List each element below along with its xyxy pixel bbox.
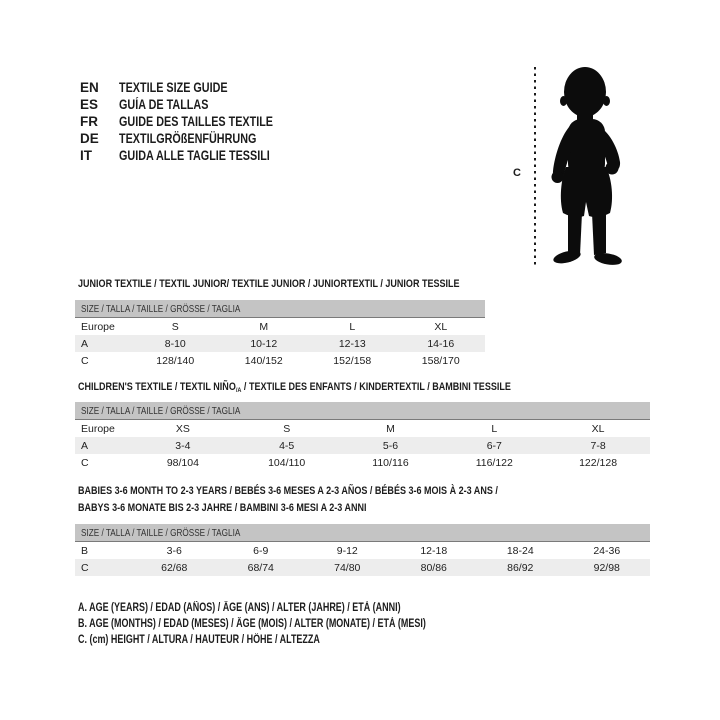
table-junior (75, 300, 485, 369)
value-cell: 110/116 (372, 456, 409, 469)
measure-label-c: C (513, 167, 521, 179)
value-cell: 68/74 (247, 561, 274, 574)
value-cell: 24-36 (593, 544, 621, 557)
language-row (80, 113, 312, 130)
language-row (80, 130, 312, 147)
value-cell: 18-24 (506, 544, 534, 557)
language-row (80, 79, 312, 96)
language-title: GUIDE DES TAILLES TEXTILE (119, 114, 274, 129)
language-title: GUÍA DE TALLAS (119, 97, 209, 112)
row-label-cell: Europe (81, 320, 115, 333)
footnote-b: B. AGE (MONTHS) / EDAD (MESES) / ÂGE (MOIS) / ALTER (MONATE) / ETÀ (MESI) (78, 618, 426, 630)
value-cell: L (491, 422, 498, 435)
language-row (80, 147, 312, 164)
value-cell: 12-18 (420, 544, 448, 557)
row-label-cell: Europe (81, 422, 115, 435)
value-cell: M (259, 320, 269, 333)
row-label-cell: B (81, 544, 89, 557)
value-cell: 140/152 (244, 354, 283, 367)
nino-a-subscript: /A (235, 386, 242, 394)
size-header-bar: SIZE / TALLA / TAILLE / GRÖSSE / TAGLIA (75, 524, 650, 542)
size-header-bar: SIZE / TALLA / TAILLE / GRÖSSE / TAGLIA (75, 300, 485, 318)
language-code: ES (80, 97, 99, 112)
junior-table-title: JUNIOR TEXTILE / TEXTIL JUNIOR/ TEXTILE JUNIOR / JUNIORTEXTIL / JUNIOR TESSILE (78, 278, 460, 290)
language-code: IT (80, 148, 92, 163)
babies-table-title: BABIES 3-6 MONTH TO 2-3 YEARS / BEBÉS 3-6 MESES A 2-3 AÑOS / BÉBÉS 3-6 MOIS À 2-3 ANS / BABYS 3-6 MONATE BIS 2-3 JAHRE / BAMBINI 3-6 MESI A 2-3 ANNI (78, 485, 498, 514)
table-row (75, 318, 485, 335)
table-row (75, 454, 650, 471)
value-cell: M (386, 422, 395, 435)
value-cell: 4-5 (279, 439, 295, 452)
language-title: TEXTILGRÖßENFÜHRUNG (119, 131, 257, 146)
table-row (75, 542, 650, 559)
footnotes (78, 600, 524, 648)
row-label-cell: A (81, 337, 89, 350)
toddler-silhouette (542, 65, 632, 270)
language-row (80, 96, 312, 113)
value-cell: 116/122 (475, 456, 513, 469)
size-header-bar: SIZE / TALLA / TAILLE / GRÖSSE / TAGLIA (75, 402, 650, 420)
children-table-title: CHILDREN'S TEXTILE / TEXTIL $NIÑO_{/A}$ / TEXTILE DES ENFANTS / KINDERTEXTIL / BAMBINI TESSILE (78, 381, 511, 394)
table-row (75, 559, 650, 576)
table-children (75, 402, 650, 471)
value-cell: XS (175, 422, 190, 435)
row-label-cell: A (81, 439, 89, 452)
value-cell: 7-8 (590, 439, 606, 452)
footnote-c: C. (cm) HEIGHT / ALTURA / HAUTEUR / HÖHE / ALTEZZA (78, 634, 320, 646)
value-cell: 158/170 (421, 354, 460, 367)
value-cell: L (349, 320, 356, 333)
value-cell: 86/92 (507, 561, 534, 574)
value-cell: 98/104 (166, 456, 199, 469)
table-row (75, 420, 650, 437)
value-cell: 122/128 (579, 456, 618, 469)
language-title: GUIDA ALLE TAGLIE TESSILI (119, 148, 270, 163)
value-cell: 9-12 (336, 544, 358, 557)
value-cell: 5-6 (382, 439, 399, 452)
value-cell: 8-10 (164, 337, 186, 350)
language-title: TEXTILE SIZE GUIDE (119, 80, 228, 95)
value-cell: 3-6 (166, 544, 182, 557)
row-label-cell: C (81, 456, 89, 469)
value-cell: 128/140 (156, 354, 195, 367)
value-cell: 80/86 (420, 561, 447, 574)
table-babies (75, 524, 650, 576)
footnote-a: A. AGE (YEARS) / EDAD (AÑOS) / ÂGE (ANS) / ALTER (JAHRE) / ETÀ (ANNI) (78, 602, 401, 614)
value-cell: XL (434, 320, 448, 333)
value-cell: 74/80 (334, 561, 361, 574)
value-cell: 6-9 (253, 544, 269, 557)
row-label-cell: C (81, 354, 89, 367)
height-measure-dotted-line (534, 67, 536, 268)
value-cell: 12-13 (338, 337, 366, 350)
table-row (75, 335, 485, 352)
value-cell: 92/98 (593, 561, 620, 574)
value-cell: 6-7 (486, 439, 502, 452)
language-code: DE (80, 131, 99, 146)
value-cell: S (283, 422, 291, 435)
language-guide (80, 79, 312, 164)
value-cell: 14-16 (427, 337, 455, 350)
value-cell: 104/110 (268, 456, 306, 469)
table-row (75, 352, 485, 369)
value-cell: XL (591, 422, 605, 435)
language-code: FR (80, 114, 98, 129)
value-cell: S (171, 320, 179, 333)
value-cell: 3-4 (175, 439, 191, 452)
value-cell: 62/68 (161, 561, 188, 574)
row-label-cell: C (81, 561, 89, 574)
language-code: EN (80, 80, 99, 95)
value-cell: 152/158 (333, 354, 372, 367)
table-row (75, 437, 650, 454)
value-cell: 10-12 (250, 337, 278, 350)
